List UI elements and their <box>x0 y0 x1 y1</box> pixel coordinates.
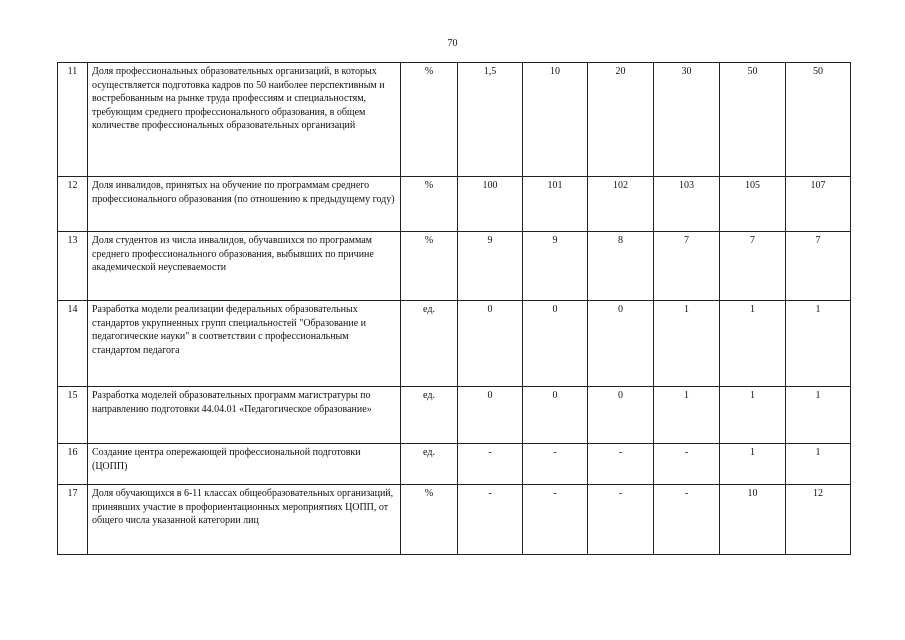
value-cell: 1,5 <box>458 63 523 177</box>
row-number: 12 <box>58 177 88 232</box>
unit-cell: ед. <box>401 444 458 485</box>
page-number: 70 <box>447 38 458 49</box>
value-cell: 0 <box>588 301 654 387</box>
table-row <box>58 232 851 301</box>
value-cell: 50 <box>720 63 786 177</box>
indicator-name: Разработка моделей образовательных программ магистратуры по направлению подготовки 44.04.01 «Педагогическое образование» <box>88 387 401 444</box>
table-row <box>58 485 851 555</box>
value-cell: 10 <box>720 485 786 555</box>
value-cell: 7 <box>720 232 786 301</box>
table-row <box>58 387 851 444</box>
value-cell: 103 <box>654 177 720 232</box>
indicator-name: Создание центра опережающей профессиональной подготовки (ЦОПП) <box>88 444 401 485</box>
value-cell: 9 <box>523 232 588 301</box>
unit-cell: % <box>401 177 458 232</box>
unit-cell: ед. <box>401 387 458 444</box>
table-row <box>58 177 851 232</box>
indicator-name: Доля профессиональных образовательных организаций, в которых осуществляется подготовка кадров по 50 наиболее перспективным и востребованным на рынке труда профессиям и специальностям, требующим среднего профессионального образования, в общем количестве профессиональных образовательных организаций <box>88 63 401 177</box>
row-number: 15 <box>58 387 88 444</box>
value-cell: 0 <box>588 387 654 444</box>
row-number: 16 <box>58 444 88 485</box>
value-cell: - <box>654 444 720 485</box>
table-row <box>58 301 851 387</box>
value-cell: 0 <box>523 387 588 444</box>
value-cell: 1 <box>720 301 786 387</box>
value-cell: - <box>523 485 588 555</box>
unit-cell: ед. <box>401 301 458 387</box>
indicator-name: Доля инвалидов, принятых на обучение по программам среднего профессионального образования (по отношению к предыдущему году) <box>88 177 401 232</box>
value-cell: 20 <box>588 63 654 177</box>
table-row <box>58 63 851 177</box>
row-number: 17 <box>58 485 88 555</box>
value-cell: - <box>588 444 654 485</box>
value-cell: 1 <box>786 387 851 444</box>
value-cell: 105 <box>720 177 786 232</box>
value-cell: 101 <box>523 177 588 232</box>
indicator-name: Доля студентов из числа инвалидов, обучавшихся по программам среднего профессионального образования, выбывших по причине академической неуспеваемости <box>88 232 401 301</box>
value-cell: 0 <box>458 301 523 387</box>
value-cell: - <box>458 485 523 555</box>
value-cell: 102 <box>588 177 654 232</box>
value-cell: 9 <box>458 232 523 301</box>
indicators-table <box>57 62 851 555</box>
value-cell: 1 <box>654 387 720 444</box>
value-cell: 7 <box>786 232 851 301</box>
value-cell: 107 <box>786 177 851 232</box>
value-cell: 50 <box>786 63 851 177</box>
value-cell: - <box>523 444 588 485</box>
value-cell: 0 <box>458 387 523 444</box>
value-cell: 1 <box>654 301 720 387</box>
row-number: 13 <box>58 232 88 301</box>
value-cell: 1 <box>786 444 851 485</box>
value-cell: 1 <box>720 444 786 485</box>
value-cell: 10 <box>523 63 588 177</box>
value-cell: 12 <box>786 485 851 555</box>
value-cell: 8 <box>588 232 654 301</box>
unit-cell: % <box>401 63 458 177</box>
value-cell: 7 <box>654 232 720 301</box>
value-cell: 1 <box>720 387 786 444</box>
value-cell: 30 <box>654 63 720 177</box>
value-cell: 100 <box>458 177 523 232</box>
indicator-name: Доля обучающихся в 6-11 классах общеобразовательных организаций, принявших участие в профориентационных мероприятиях ЦОПП, от общего числа указанной категории лиц <box>88 485 401 555</box>
row-number: 14 <box>58 301 88 387</box>
value-cell: - <box>458 444 523 485</box>
row-number: 11 <box>58 63 88 177</box>
value-cell: 1 <box>786 301 851 387</box>
value-cell: 0 <box>523 301 588 387</box>
value-cell: - <box>588 485 654 555</box>
value-cell: - <box>654 485 720 555</box>
unit-cell: % <box>401 232 458 301</box>
unit-cell: % <box>401 485 458 555</box>
table-row <box>58 444 851 485</box>
indicator-name: Разработка модели реализации федеральных образовательных стандартов укрупненных групп специальностей "Образование и педагогические науки" в соответствии с профессиональным стандартом педагога <box>88 301 401 387</box>
